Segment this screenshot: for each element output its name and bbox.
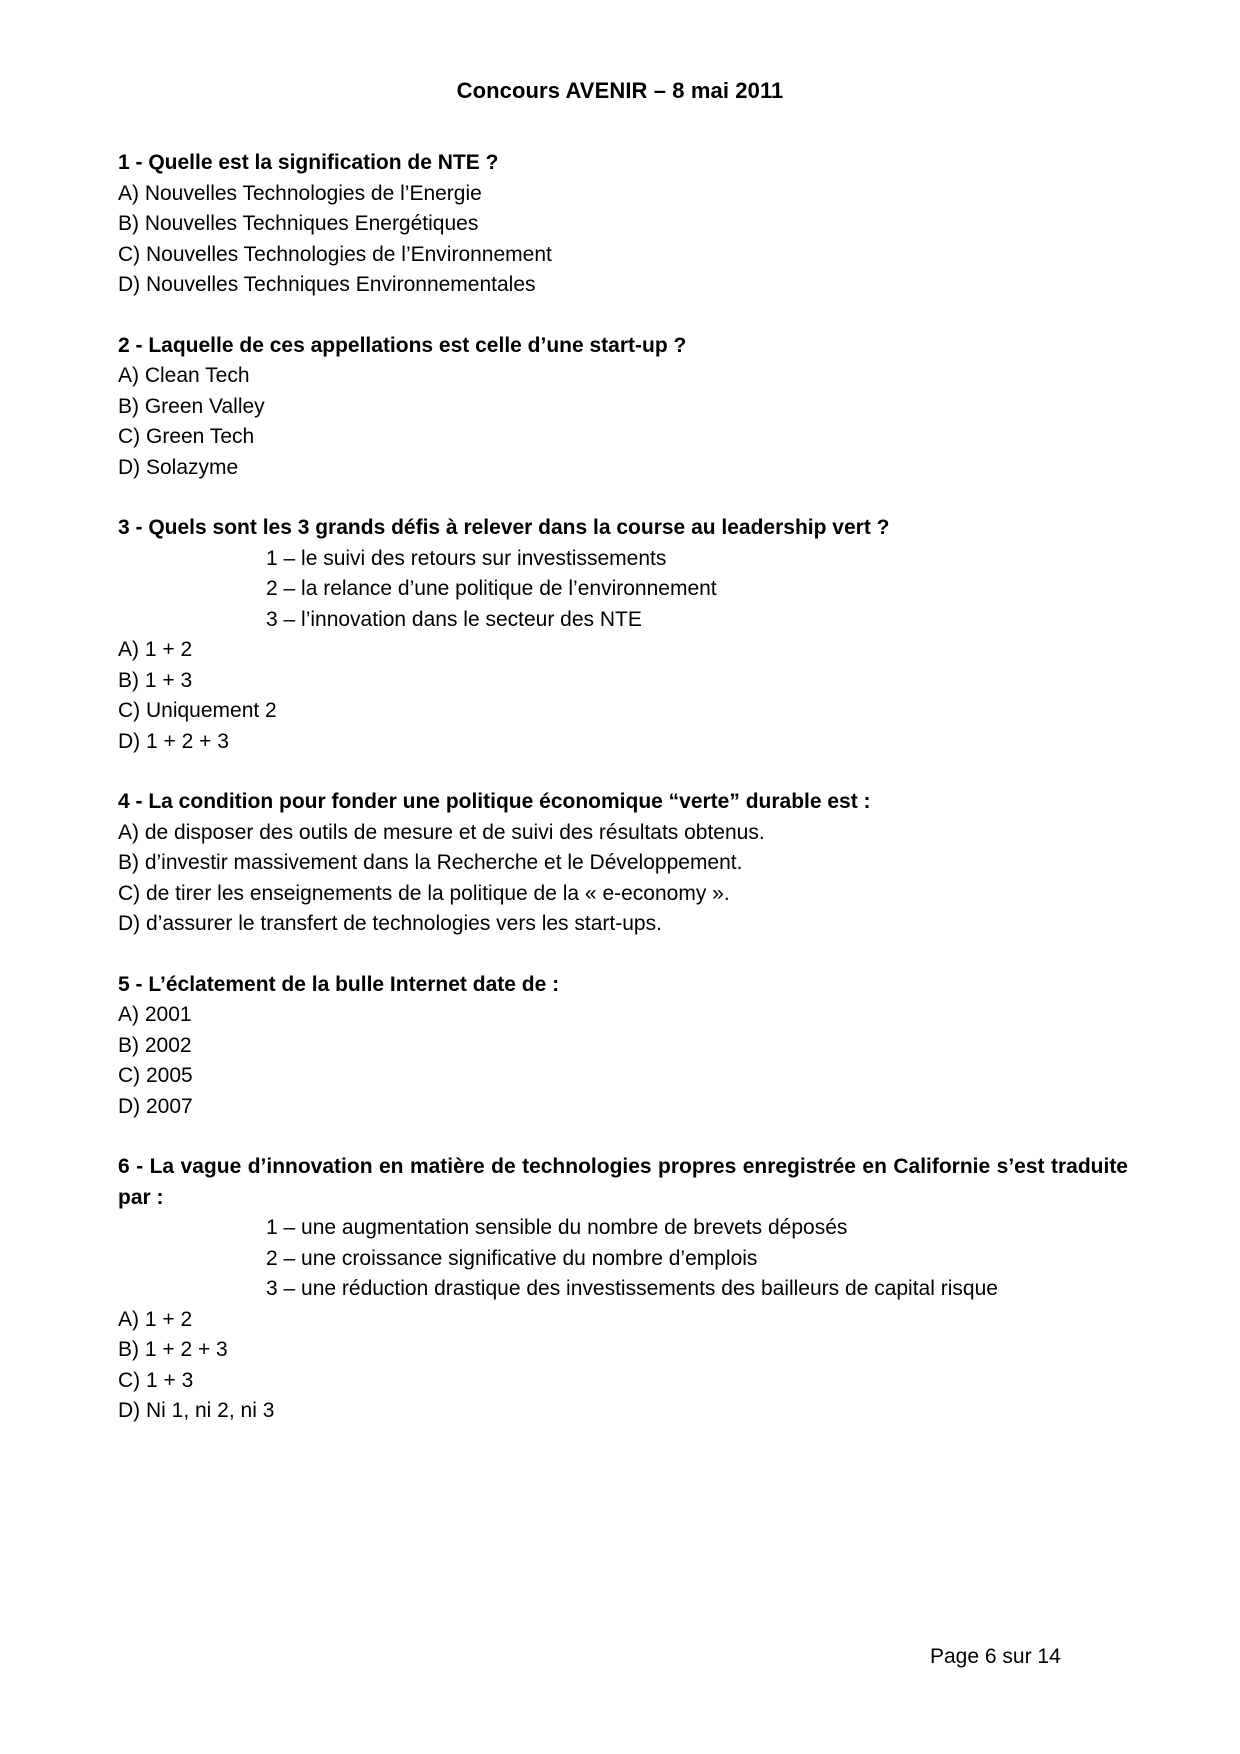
answer-option-a: A) Clean Tech [118,364,250,387]
answer-options [118,818,1128,940]
statement-item: 3 – une réduction drastique des investissements des bailleurs de capital risque [266,1277,998,1300]
answer-option-b: B) d’investir massivement dans la Recherche et le Développement. [118,851,743,874]
question-prompt: 3 - Quels sont les 3 grands défis à relever dans la course au leadership vert ? [118,516,890,539]
question-3 [118,513,1128,757]
answer-option-c: C) Green Tech [118,425,255,448]
answer-option-d: D) 2007 [118,1094,193,1118]
answer-option-c: C) de tirer les enseignements de la politique de la « e-economy ». [118,881,730,905]
answer-options [118,1305,1128,1427]
question-6 [118,1152,1128,1427]
question-1 [118,148,1128,301]
answer-option-d: D) Nouvelles Techniques Environnementales [118,273,536,296]
answer-option-a: A) 1 + 2 [118,1307,193,1331]
page-number: Page 6 sur 14 [930,1645,1061,1668]
statement-items [118,544,1128,636]
answer-option-a: A) de disposer des outils de mesure et de suivi des résultats obtenus. [118,820,765,844]
answer-options [118,1000,1128,1122]
question-prompt: 6 - La vague d’innovation en matière de technologies propres enregistrée en Californie s’est traduite par : [118,1155,1128,1209]
answer-option-b: B) 1 + 2 + 3 [118,1338,228,1361]
question-prompt: 5 - L’éclatement de la bulle Internet date de : [118,972,560,996]
question-prompt: 1 - Quelle est la signification de NTE ? [118,151,499,174]
question-5 [118,970,1128,1123]
answer-option-d: D) Ni 1, ni 2, ni 3 [118,1399,275,1422]
statement-item: 2 – la relance d’une politique de l’environnement [266,577,717,600]
answer-option-d: D) d’assurer le transfert de technologies vers les start-ups. [118,912,662,935]
question-prompt: 4 - La condition pour fonder une politique économique “verte” durable est : [118,790,871,813]
answer-option-a: A) 1 + 2 [118,638,193,661]
answer-option-b: B) 2002 [118,1033,192,1057]
statement-item: 2 – une croissance significative du nombre d’emplois [266,1246,758,1270]
answer-option-b: B) Green Valley [118,394,265,418]
answer-options [118,361,1128,483]
answer-option-d: D) Solazyme [118,455,239,479]
answer-option-a: A) Nouvelles Technologies de l’Energie [118,181,482,205]
answer-option-c: C) 2005 [118,1064,193,1087]
answer-option-b: B) 1 + 3 [118,668,193,692]
question-4 [118,787,1128,940]
answer-options [118,635,1128,757]
answer-option-c: C) Uniquement 2 [118,699,277,722]
answer-option-d: D) 1 + 2 + 3 [118,729,229,753]
questions-list [118,148,1128,1457]
question-2 [118,331,1128,484]
statement-items [118,1213,1128,1305]
statement-item: 1 – le suivi des retours sur investissements [266,546,667,570]
statement-item: 1 – une augmentation sensible du nombre de brevets déposés [266,1216,848,1239]
statement-item: 3 – l’innovation dans le secteur des NTE [266,607,642,631]
question-prompt: 2 - Laquelle de ces appellations est celle d’une start-up ? [118,333,687,357]
answer-option-c: C) Nouvelles Technologies de l’Environnement [118,242,552,266]
answer-option-b: B) Nouvelles Techniques Energétiques [118,212,479,235]
answer-options [118,179,1128,301]
page-title: Concours AVENIR – 8 mai 2011 [456,78,784,103]
answer-option-c: C) 1 + 3 [118,1368,194,1392]
answer-option-a: A) 2001 [118,1003,192,1026]
